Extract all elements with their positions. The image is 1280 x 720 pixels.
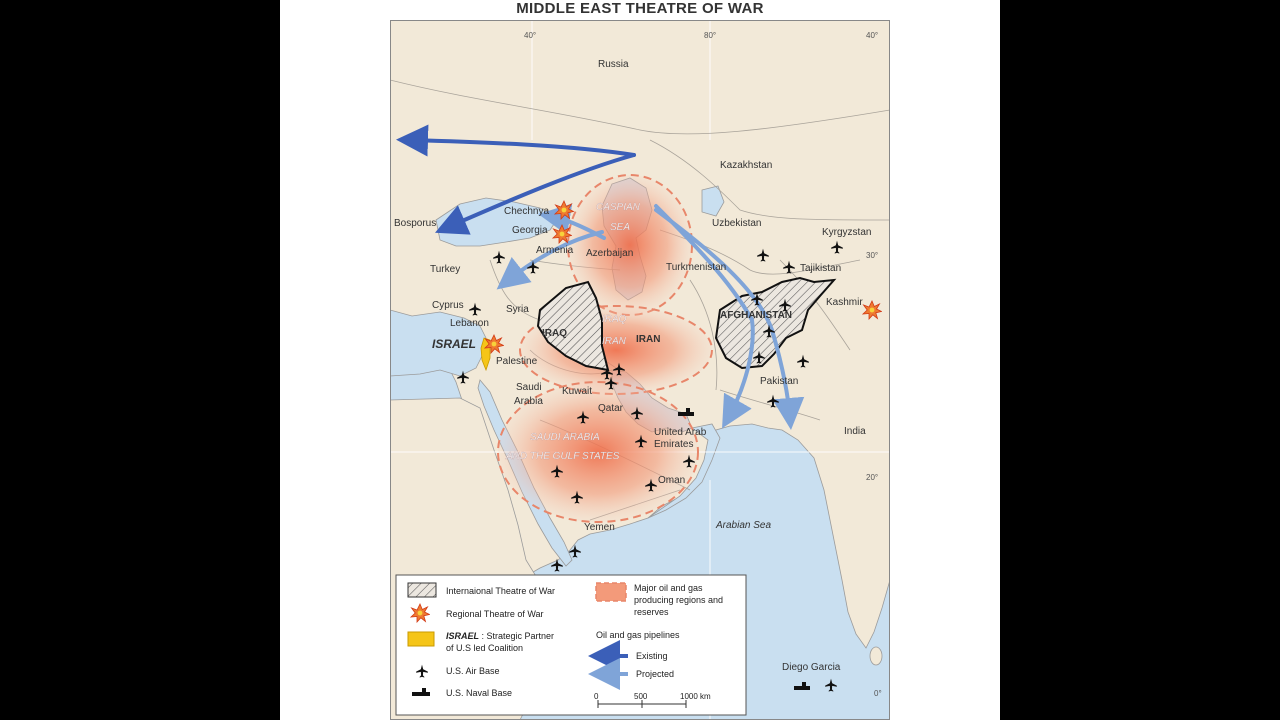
legend-oil-2: producing regions and: [634, 595, 724, 605]
label-iraq: IRAQ: [542, 328, 567, 339]
label-afghanistan: AFGHANISTAN: [720, 310, 793, 321]
label-gulf-states: AND THE GULF STATES: [506, 451, 620, 462]
legend: [396, 575, 746, 715]
legend-naval-base: U.S. Naval Base: [446, 688, 513, 698]
label-palestine: Palestine: [496, 356, 538, 367]
legend-air-base: U.S. Air Base: [446, 666, 500, 676]
label-israel: ISRAEL: [432, 337, 477, 351]
label-syria: Syria: [506, 304, 529, 315]
scale-label-500: 500: [634, 692, 648, 701]
label-kyrgyzstan: Kyrgyzstan: [822, 227, 872, 238]
label-georgia: Georgia: [512, 225, 548, 236]
legend-israel-line2: of U.S led Coalition: [446, 643, 524, 653]
label-tajikistan: Tajikistan: [800, 263, 842, 274]
scale-label-0: 0: [594, 692, 599, 701]
legend-international: Internaional Theatre of War: [446, 586, 556, 596]
label-caspian: CASPIAN: [596, 202, 640, 213]
lon-label-right: 40°: [866, 31, 879, 40]
label-diego-garcia: Diego Garcia: [782, 662, 841, 673]
label-bosporus: Bosporus: [394, 218, 437, 229]
lat-label-0: 0°: [874, 689, 882, 698]
label-chechnya: Chechnya: [504, 206, 550, 217]
scale-label-1000: 1000 km: [680, 692, 711, 701]
label-turkmenistan: Turkmenistan: [666, 262, 727, 273]
legend-israel-rest: : Strategic Partner: [479, 631, 555, 641]
label-uzbekistan: Uzbekistan: [712, 218, 762, 229]
label-pakistan: Pakistan: [760, 376, 799, 387]
middle-east-map: [390, 20, 890, 720]
label-arabia: Arabia: [514, 396, 543, 407]
label-kazakhstan: Kazakhstan: [720, 160, 773, 171]
label-region-iran: IRAN: [602, 336, 626, 347]
label-cyprus: Cyprus: [432, 300, 464, 311]
lat-label-20: 20°: [866, 473, 879, 482]
legend-oil-3: reserves: [634, 607, 669, 617]
map-title: MIDDLE EAST THEATRE OF WAR: [516, 0, 764, 17]
legend-existing: Existing: [636, 651, 668, 661]
lon-label-80: 80°: [704, 31, 717, 40]
label-oman: Oman: [658, 475, 686, 486]
label-india: India: [844, 426, 866, 437]
svg-text:ISRAEL : Strategic Partner: [446, 631, 554, 641]
legend-projected: Projected: [636, 669, 675, 679]
label-region-iraq: IRAQ: [602, 314, 627, 325]
label-saudi-region: SAUDI ARABIA: [530, 432, 600, 443]
label-uae-1: United Arab: [654, 427, 707, 438]
label-qatar: Qatar: [598, 403, 624, 414]
label-caspian-sea: SEA: [610, 222, 631, 233]
label-iran: IRAN: [636, 334, 661, 345]
label-turkey: Turkey: [430, 264, 461, 275]
legend-regional: Regional Theatre of War: [446, 609, 544, 619]
label-yemen: Yemen: [584, 522, 615, 533]
label-kashmir: Kashmir: [826, 297, 863, 308]
lon-label-40: 40°: [524, 31, 537, 40]
label-kuwait: Kuwait: [562, 386, 593, 397]
lat-label-30: 30°: [866, 251, 879, 260]
legend-oil-1: Major oil and gas: [634, 583, 703, 593]
label-arabian-sea: Arabian Sea: [716, 520, 772, 531]
label-azerbaijan: Azerbaijan: [586, 248, 634, 259]
legend-pipelines: Oil and gas pipelines: [596, 630, 680, 640]
label-lebanon: Lebanon: [450, 318, 489, 329]
legend-israel-bold: ISRAEL: [446, 631, 480, 641]
sri-lanka: [870, 647, 882, 665]
label-uae-2: Emirates: [654, 439, 694, 450]
label-saudi: Saudi: [516, 382, 542, 393]
label-russia: Russia: [598, 59, 629, 70]
label-armenia: Armenia: [536, 245, 574, 256]
